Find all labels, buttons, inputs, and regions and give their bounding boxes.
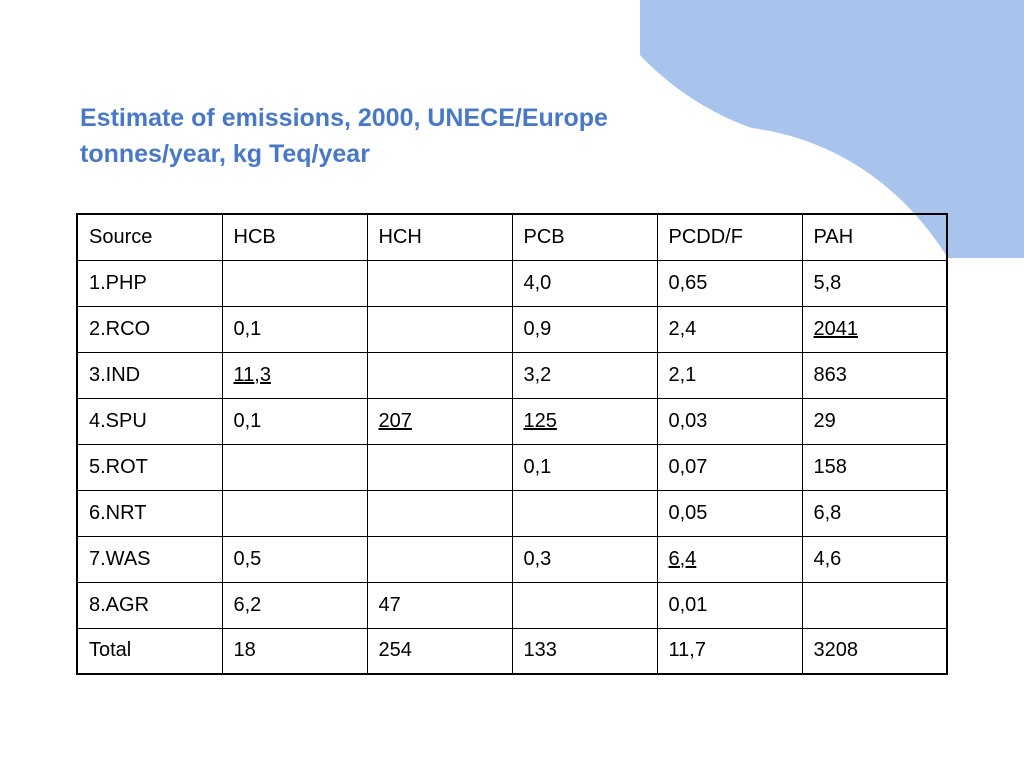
cell-pcb: 0,9 [512,306,657,352]
cell-hch: 254 [367,628,512,674]
cell-source: 1.PHP [77,260,222,306]
table-row [77,490,947,536]
cell-hcb [222,490,367,536]
header-hcb: HCB [222,214,367,260]
cell-hch: 47 [367,582,512,628]
cell-hcb: 0,5 [222,536,367,582]
cell-hcb: 18 [222,628,367,674]
header-pcdd-f: PCDD/F [657,214,802,260]
header-pcb: PCB [512,214,657,260]
cell-pcb: 0,1 [512,444,657,490]
cell-pcdd-f: 2,1 [657,352,802,398]
cell-pcdd-f: 11,7 [657,628,802,674]
cell-pcdd-f: 0,65 [657,260,802,306]
table-row [77,352,947,398]
cell-pcb: 4,0 [512,260,657,306]
cell-pcb [512,490,657,536]
table-row [77,536,947,582]
cell-pcdd-f: 2,4 [657,306,802,352]
cell-pcb: 125 [512,398,657,444]
cell-pah: 29 [802,398,947,444]
cell-pah [802,582,947,628]
cell-hch [367,444,512,490]
cell-hcb [222,260,367,306]
cell-source: 3.IND [77,352,222,398]
title-line-2: tonnes/year, kg Teq/year [80,140,370,168]
cell-pah: 2041 [802,306,947,352]
cell-pah: 158 [802,444,947,490]
cell-hch [367,490,512,536]
cell-pcdd-f: 0,03 [657,398,802,444]
cell-pcb: 3,2 [512,352,657,398]
cell-source: Total [77,628,222,674]
cell-hcb: 11,3 [222,352,367,398]
cell-hch: 207 [367,398,512,444]
cell-pah: 4,6 [802,536,947,582]
cell-hcb [222,444,367,490]
cell-hcb: 0,1 [222,306,367,352]
cell-source: 4.SPU [77,398,222,444]
table-row [77,398,947,444]
cell-hch [367,306,512,352]
table-row [77,444,947,490]
cell-hch [367,260,512,306]
cell-hcb: 0,1 [222,398,367,444]
cell-hch [367,536,512,582]
cell-source: 8.AGR [77,582,222,628]
cell-pah: 6,8 [802,490,947,536]
cell-source: 5.ROT [77,444,222,490]
cell-pcb: 133 [512,628,657,674]
table-header [77,214,947,260]
table-row [77,306,947,352]
header-pah: PAH [802,214,947,260]
cell-source: 2.RCO [77,306,222,352]
cell-pah: 5,8 [802,260,947,306]
cell-hch [367,352,512,398]
table-row [77,582,947,628]
cell-source: 7.WAS [77,536,222,582]
cell-hcb: 6,2 [222,582,367,628]
cell-pah: 863 [802,352,947,398]
cell-pah: 3208 [802,628,947,674]
slide-title [80,100,608,172]
table-row [77,628,947,674]
header-row [77,214,947,260]
cell-pcdd-f: 0,01 [657,582,802,628]
emissions-table [76,213,948,675]
table-body [77,260,947,674]
cell-pcdd-f: 0,05 [657,490,802,536]
header-hch: HCH [367,214,512,260]
cell-pcdd-f: 6,4 [657,536,802,582]
title-line-1: Estimate of emissions, 2000, UNECE/Europe [80,104,608,132]
header-source: Source [77,214,222,260]
cell-pcb: 0,3 [512,536,657,582]
cell-pcdd-f: 0,07 [657,444,802,490]
cell-source: 6.NRT [77,490,222,536]
table-row [77,260,947,306]
cell-pcb [512,582,657,628]
